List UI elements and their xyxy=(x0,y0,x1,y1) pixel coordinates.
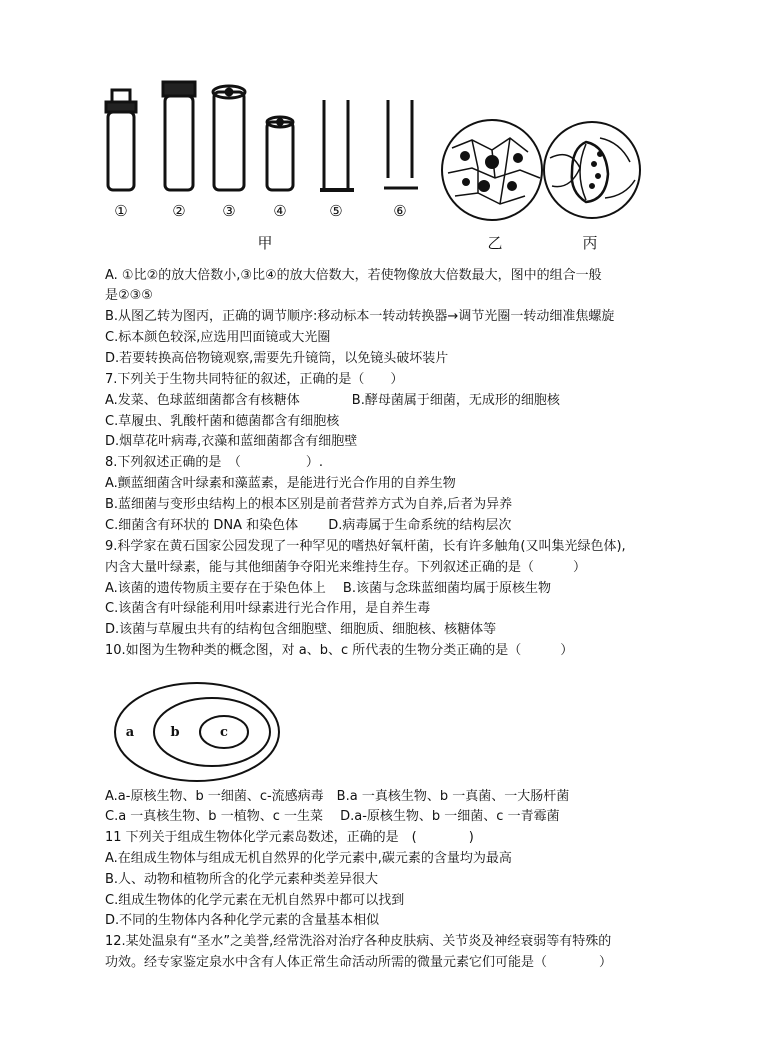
q7-options-ab: A.发菜、色球蓝细菌都含有核糖体 B.酵母菌属于细菌，无成形的细胞核 xyxy=(105,393,560,408)
venn-label-c: c xyxy=(220,725,228,740)
view-bing-cells xyxy=(544,122,640,218)
lens-2-eyepiece xyxy=(163,82,195,190)
q9-stem-line2: 内含大量叶绿素，能与其他细菌争夺阳光来维持生存。下列叙述正确的是（ ） xyxy=(105,560,587,575)
q7-option-d: D.烟草花叶病毒,衣藻和蓝细菌都含有细胞壁 xyxy=(105,434,358,449)
q9-option-c: C.该菌含有叶绿能利用叶绿素进行光合作用，是自养生毒 xyxy=(105,601,431,616)
q6-option-a-line2: 是②③⑤ xyxy=(105,288,153,303)
venn-label-b: b xyxy=(170,725,180,740)
q6-option-b: B.从图乙转为图丙，正确的调节顺序:移动标本一转动转换器→调节光圈一转动细准焦螺旋 xyxy=(105,309,615,324)
microscope-figure xyxy=(100,78,660,258)
q11-option-a: A.在组成生物体与组成无机自然界的化学元素中,碳元素的含量均为最高 xyxy=(105,851,512,866)
lens-6-distance xyxy=(384,100,418,188)
lens-1-eyepiece xyxy=(106,90,136,190)
q8-options-cd: C.细菌含有环状的 DNA 和染色体 D.病毒属于生命系统的结构层次 xyxy=(105,518,512,533)
q9-options-ab: A.该菌的遗传物质主要存在于染色体上 B.该菌与念珠蓝细菌均属于原核生物 xyxy=(105,581,551,596)
q8-option-b: B.蓝细菌与变形虫结构上的根本区别是前者营养方式为自养,后者为异养 xyxy=(105,497,513,512)
lens-label-2: ② xyxy=(172,202,186,220)
q11-option-b: B.人、动物和植物所含的化学元素种类差异很大 xyxy=(105,872,379,887)
q11-option-d: D.不同的生物体内各种化学元素的含量基本相似 xyxy=(105,913,380,928)
concept-venn-diagram xyxy=(112,680,282,784)
lens-label-5: ⑤ xyxy=(329,202,343,220)
lens-label-1: ① xyxy=(114,202,128,220)
venn-label-a: a xyxy=(125,725,135,740)
panel-label-jia: 甲 xyxy=(257,234,273,252)
q10-options-ab: A.a-原核生物、b 一细菌、c-流感病毒 B.a 一真核生物、b 一真菌、一大肠杆菌 xyxy=(105,789,570,804)
q12-stem-line1: 12.某处温泉有“圣水”之美誉,经常洗浴对治疗各种皮肤病、关节炎及神经衰弱等有特殊的 xyxy=(105,934,612,949)
q11-option-c: C.组成生物体的化学元素在无机自然界中都可以找到 xyxy=(105,893,405,908)
view-yi-cells xyxy=(442,120,542,220)
q7-option-c: C.草履虫、乳酸杆菌和德菌都含有细胞核 xyxy=(105,414,340,429)
lens-4-objective xyxy=(267,117,293,190)
q6-option-a-line1: A. ①比②的放大倍数小,③比④的放大倍数大，若使物像放大倍数最大，图中的组合一般 xyxy=(105,268,602,283)
q8-option-a: A.颤蓝细菌含叶绿素和藻蓝素，是能进行光合作用的自养生物 xyxy=(105,476,456,491)
lens-label-3: ③ xyxy=(222,202,236,220)
lens-label-6: ⑥ xyxy=(393,202,407,220)
q10-stem: 10.如图为生物种类的概念图，对 a、b、c 所代表的生物分类正确的是（ ） xyxy=(105,643,574,658)
q6-option-c: C.标本颜色较深,应选用凹面镜或大光圈 xyxy=(105,330,331,345)
q6-option-d: D.若要转换高倍物镜观察,需要先升镜筒，以免镜头破坏装片 xyxy=(105,351,449,366)
q7-stem: 7.下列关于生物共同特征的叙述，正确的是（ ） xyxy=(105,372,404,387)
q10-options-cd: C.a 一真核生物、b 一植物、c 一生菜 D.a-原核生物、b 一细菌、c 一青霉菌 xyxy=(105,809,560,824)
panel-label-bing: 丙 xyxy=(582,234,598,252)
q9-option-d: D.该菌与草履虫共有的结构包含细胞壁、细胞质、细胞核、核糖体等 xyxy=(105,622,497,637)
venn-outer-a xyxy=(115,683,279,781)
q11-stem: 11 下列关于组成生物体化学元素岛数述，正确的是 ( ) xyxy=(105,830,474,845)
q8-stem: 8.下列叙述正确的是 （ ）. xyxy=(105,455,324,470)
lens-5-distance xyxy=(320,100,354,190)
q9-stem-line1: 9.科学家在黄石国家公园发现了一种罕见的嗜热好氧杆菌，长有许多触角(又叫集光绿色体), xyxy=(105,539,626,554)
panel-label-yi: 乙 xyxy=(487,234,503,252)
q12-stem-line2: 功效。经专家鉴定泉水中含有人体正常生命活动所需的微量元素它们可能是（ ） xyxy=(105,955,613,970)
lens-3-objective xyxy=(213,86,245,190)
lens-label-4: ④ xyxy=(273,202,287,220)
